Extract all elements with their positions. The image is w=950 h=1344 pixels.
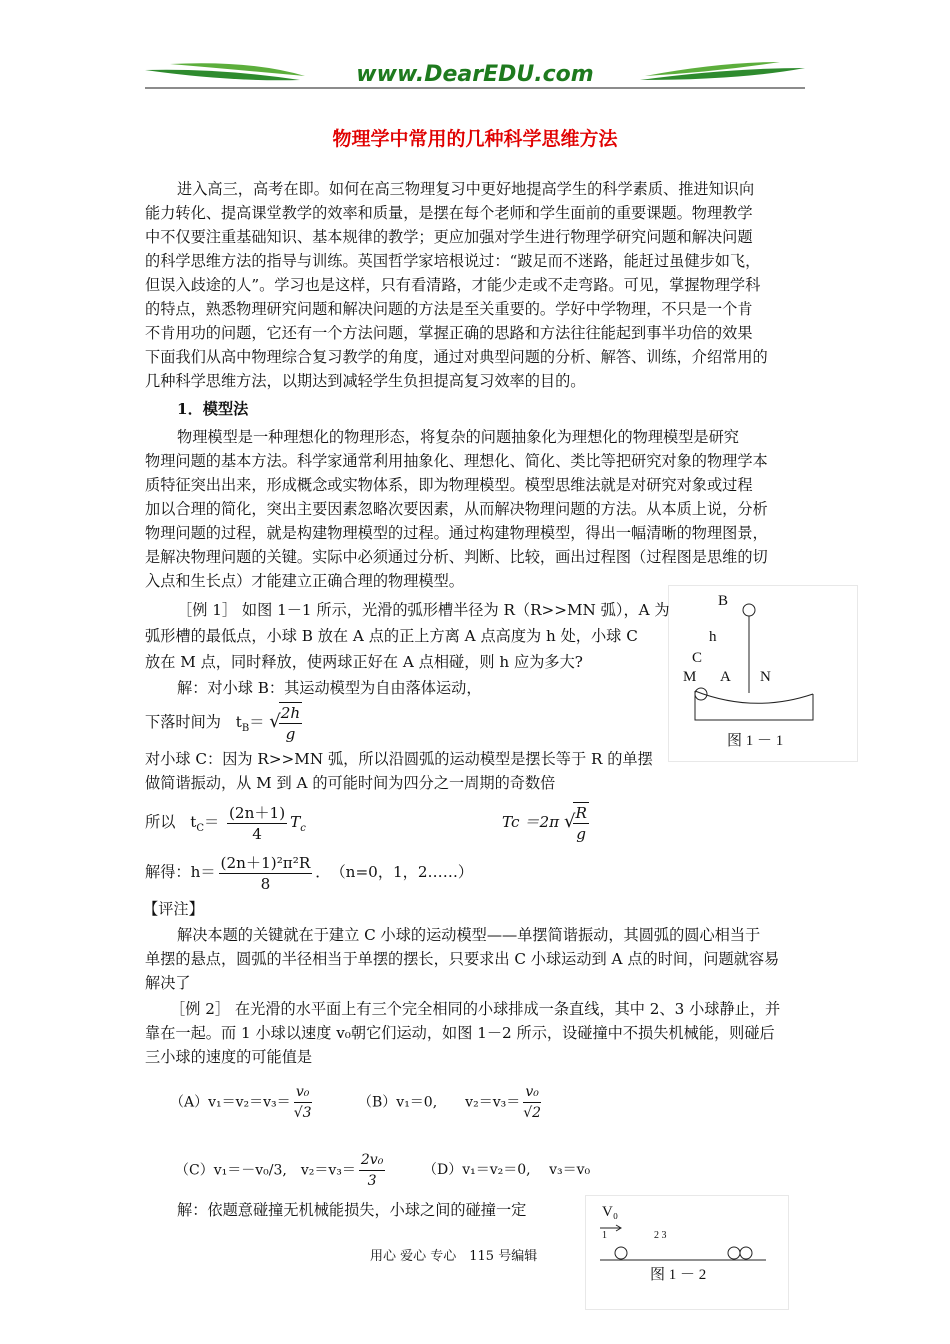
formula-h-den: 8 (260, 874, 271, 893)
formula-tb-sub: B (241, 723, 250, 735)
figure-label-a: A (720, 669, 731, 685)
option-a-den: √3 (293, 1105, 312, 1121)
formula-tc-sub: C (196, 823, 204, 835)
formula-period-lhs: Tc ＝2π (502, 813, 560, 831)
figure-label-v0: V₀ (602, 1204, 619, 1220)
formula-tc-num: (2n＋1) (228, 803, 286, 822)
option-a-text: （A）v₁＝v₂＝v₃＝ (170, 1094, 291, 1111)
option-b (358, 1082, 544, 1123)
formula-tc-den: 4 (252, 824, 262, 843)
section-heading: 1．模型法 (177, 400, 249, 418)
figure-1-2 (585, 1195, 789, 1310)
formula-h (145, 850, 473, 894)
formula-tc-var: t (190, 813, 197, 831)
figure-caption: 图 1 － 2 (650, 1267, 707, 1283)
formula-period-num: R (575, 804, 587, 822)
figure-1-1 (668, 585, 858, 762)
intro-line: 进入高三，高考在即。如何在高三物理复习中更好地提高学生的科学素质、推进知识向 (177, 180, 755, 198)
formula-period (502, 800, 592, 844)
formula-h-prefix: 解得：h＝ (145, 863, 216, 881)
section-line: 加以合理的简化，突出主要因素忽略次要因素，从而解决物理问题的方法。从本质上说，分析 (145, 500, 768, 518)
formula-tb (145, 700, 305, 751)
example-line: ［例 2］ 在光滑的水平面上有三个完全相同的小球排成一条直线，其中 2、3 小球静止，并 (170, 1000, 781, 1018)
example-line: 靠在一起。而 1 小球以速度 v₀朝它们运动，如图 1－2 所示，设碰撞中不损失机械能，则碰后 (145, 1024, 775, 1042)
option-b-text: （B）v₁＝0, v₂＝v₃＝ (358, 1094, 521, 1111)
example-line: 对小球 C：因为 R>>MN 弧，所以沿圆弧的运动模型是摆长等于 R 的单摆 (145, 750, 653, 768)
intro-line: 的科学思维方法的指导与训练。英国哲学家培根说过：“跛足而不迷路，能赶过虽健步如飞， (145, 252, 761, 270)
figure-label-h: h (709, 629, 717, 645)
figure-caption: 图 1 － 1 (727, 733, 784, 749)
example-line: 弧形槽的最低点，小球 B 放在 A 点的正上方离 A 点高度为 h 处，小球 C (145, 627, 638, 645)
section-line: 是解决物理问题的关键。实际中必须通过分析、判断、比较，画出过程图（过程图是思维的切 (145, 548, 768, 566)
figure-label-m: M (683, 669, 697, 685)
formula-tb-num: 2h (280, 704, 301, 722)
page-footer: 用心 爱心 专心 115 号编辑 (370, 1249, 538, 1264)
section-line: 物理问题的过程，就是构建物理模型的过程。通过构建物理模型，得出一幅清晰的物理图景， (145, 524, 768, 542)
option-c-den: 3 (367, 1173, 377, 1189)
option-a-num: v₀ (294, 1082, 312, 1103)
intro-line: 但误入歧途的人”。学习也是这样，只有看清路，才能少走或不走弯路。可见，掌握物理学科 (145, 276, 761, 294)
figure-label-c: C (692, 650, 703, 666)
comment-heading: 【评注】 (143, 900, 204, 918)
intro-line: 不肯用功的问题，它还有一个方法问题，掌握正确的思路和方法往往能起到事半功倍的效果 (145, 324, 753, 342)
header-brand: www.DearEDU.com (356, 62, 594, 87)
section-line: 物理问题的基本方法。科学家通常利用抽象化、理想化、简化、类比等把研究对象的物理学本 (145, 452, 768, 470)
example-line: ［例 1］ 如图 1－1 所示，光滑的弧形槽半径为 R（R>>MN 弧），A 为 (177, 601, 670, 619)
example-line: 三小球的速度的可能值是 (145, 1048, 313, 1066)
option-c-text: （C）v₁＝－v₀/3, v₂＝v₃＝ (175, 1162, 356, 1179)
intro-line: 的特点，熟悉物理研究问题和解决问题的方法是至关重要的。学好中学物理，不只是一个肯 (145, 300, 753, 318)
figure-label-b: B (718, 593, 729, 609)
comment-line: 单摆的悬点，圆弧的半径相当于单摆的摆长，只要求出 C 小球运动到 A 点的时间，问题就容易 (145, 950, 780, 968)
section-line: 质特征突出出来，形成概念或实物体系，即为物理模型。模型思维法就是对研究对象或过程 (145, 476, 753, 494)
formula-h-suffix: ． （n=0，1，2……） (315, 863, 474, 881)
intro-line: 中不仅要注重基础知识、基本规律的教学；更应加强对学生进行物理学研究问题和解决问题 (145, 228, 753, 246)
formula-tb-prefix: 下落时间为 (145, 713, 221, 731)
option-c (175, 1150, 388, 1191)
option-d: （D）v₁＝v₂＝0, v₃＝v₀ (423, 1162, 591, 1178)
figure-label-23: 2 3 (654, 1230, 667, 1241)
option-b-den: √2 (523, 1105, 542, 1121)
page-title: 物理学中常用的几种科学思维方法 (332, 128, 618, 150)
formula-tc-tsub: c (300, 823, 306, 835)
formula-tb-den: g (285, 725, 296, 743)
example-line: 做简谐振动，从 M 到 A 的可能时间为四分之一周期的奇数倍 (145, 774, 556, 792)
solution-line: 解：依题意碰撞无机械能损失，小球之间的碰撞一定 (177, 1201, 527, 1219)
figure-label-n: N (760, 669, 771, 685)
section-line: 入点和生长点）才能建立正确合理的物理模型。 (145, 572, 464, 590)
intro-line: 能力转化、提高课堂教学的效率和质量，是摆在每个老师和学生面前的重要课题。物理教学 (145, 204, 753, 222)
formula-h-num: (2n＋1)²π²R (220, 853, 311, 872)
formula-tc-t: T (290, 813, 301, 831)
option-a (170, 1082, 315, 1123)
solution-line: 解：对小球 B：其运动模型为自由落体运动， (177, 679, 482, 697)
formula-tc-eq: ＝ (203, 813, 220, 831)
section-line: 物理模型是一种理想化的物理形态，将复杂的问题抽象化为理想化的物理模型是研究 (177, 428, 739, 446)
formula-tb-eq: ＝ (249, 713, 265, 731)
formula-period-den: g (576, 825, 587, 843)
intro-line: 几种科学思维方法，以期达到减轻学生负担提高复习效率的目的。 (145, 372, 586, 390)
formula-tc (145, 800, 306, 851)
example-line: 放在 M 点，同时释放，使两球正好在 A 点相碰，则 h 应为多大? (145, 653, 583, 671)
option-b-num: v₀ (523, 1082, 541, 1103)
sqrt-icon: √ (269, 711, 281, 732)
option-c-num: 2v₀ (359, 1150, 385, 1171)
sqrt-icon: √ (563, 811, 576, 832)
comment-line: 解决了 (145, 974, 191, 992)
figure-label-1: 1 (602, 1230, 607, 1241)
intro-line: 下面我们从高中物理综合复习教学的角度，通过对典型问题的分析、解答、训练，介绍常用的 (145, 348, 768, 366)
formula-tc-prefix: 所以 (145, 813, 176, 831)
comment-line: 解决本题的关键就在于建立 C 小球的运动模型——单摆简谐振动，其圆弧的圆心相当于 (177, 926, 761, 944)
formula-tb-var: t (235, 713, 242, 731)
